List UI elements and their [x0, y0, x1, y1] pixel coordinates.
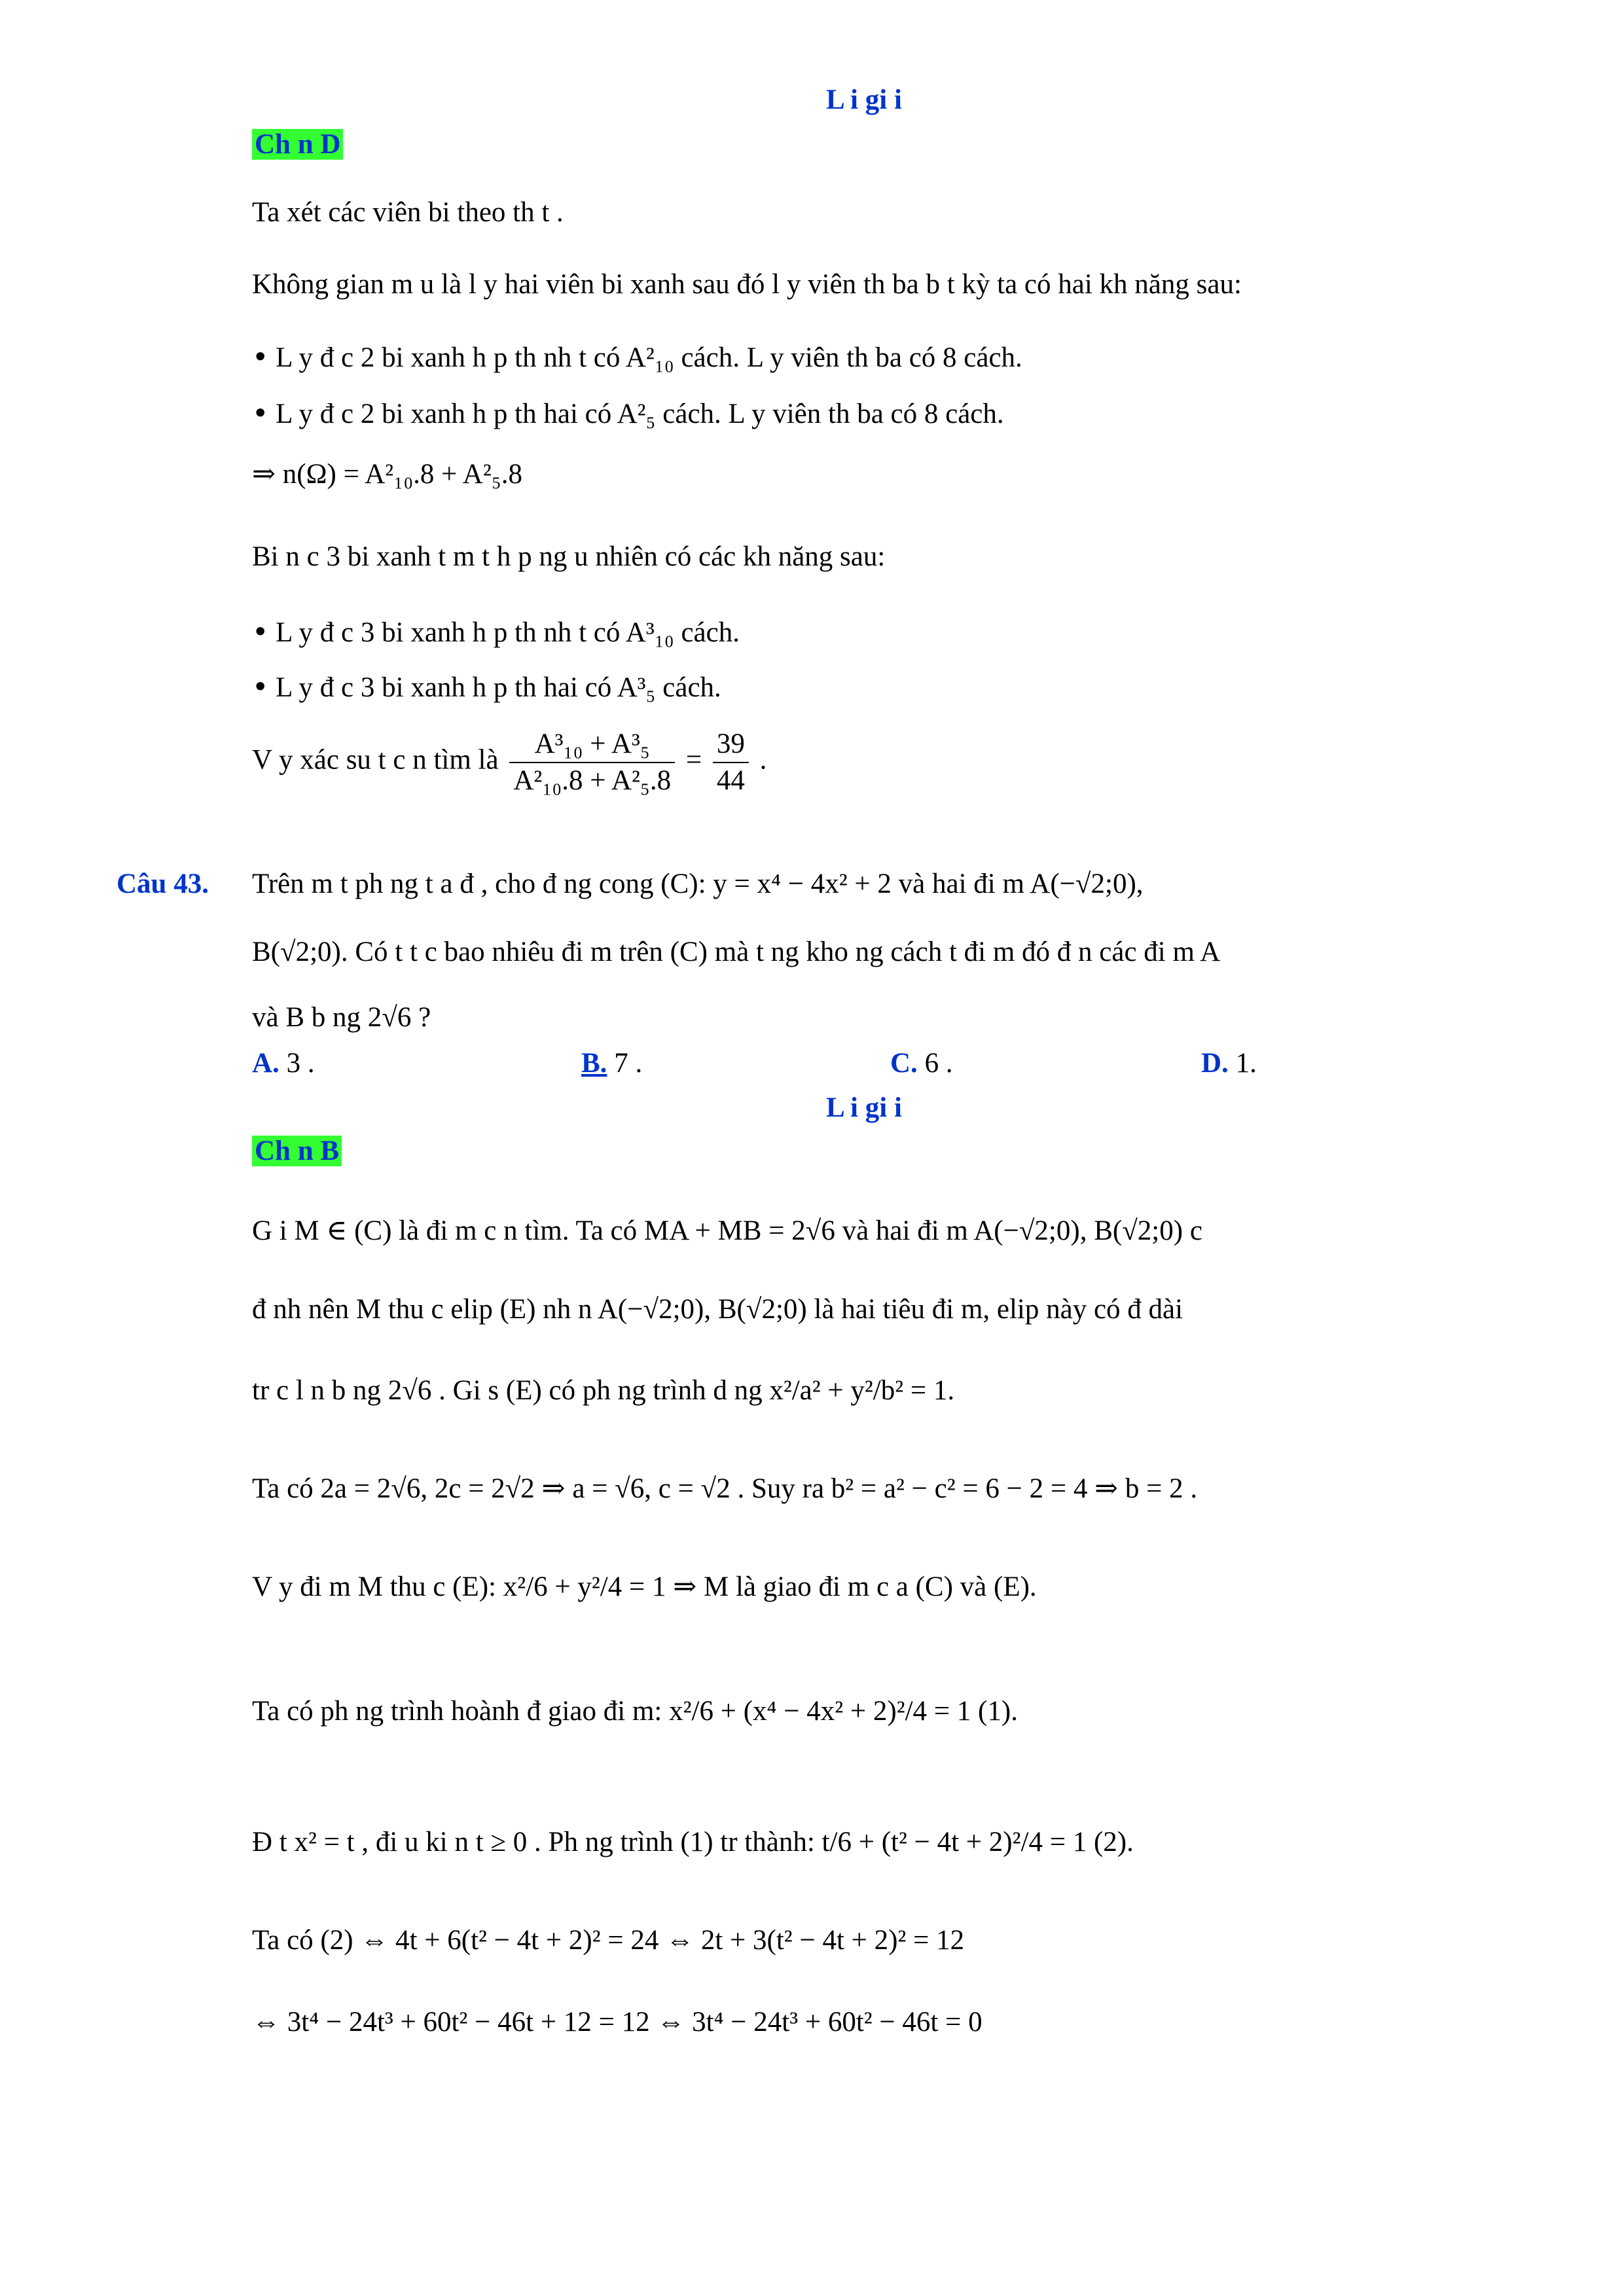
- question-text: và B b ng 2√6 ?: [252, 1002, 431, 1033]
- bullet-icon: •: [252, 397, 269, 430]
- option-d: D. 1.: [1201, 1048, 1257, 1079]
- fraction: $\frac{39}{44}$: [713, 726, 749, 798]
- option-b: B. 7 .: [581, 1048, 643, 1079]
- answer-choice-label: Ch n B: [252, 1135, 342, 1167]
- solution-heading: L i gi i: [826, 1092, 902, 1123]
- question-text: B(√2;0). Có t t c bao nhiêu đi m trên (C) mà t ng kho ng cách t đi m đó đ n các đi m A: [252, 937, 1221, 967]
- probability-result: V y xác su t c n tìm là $\frac{\text{A³₁₀ + A³₅}}{\text{A²₁₀.8 + A²₅.8}}$ = $\frac{39}{44}$ .: [252, 726, 767, 798]
- solution-text: ⇔ 3t⁴ − 24t³ + 60t² − 46t + 12 = 12 ⇔ 3t⁴ − 24t³ + 60t² − 46t = 0: [252, 2007, 983, 2037]
- bullet-item: • L y đ c 2 bi xanh h p th hai có A²₅ cách. L y viên th ba có 8 cách.: [252, 397, 1004, 430]
- paragraph: Không gian m u là l y hai viên bi xanh sau đó l y viên th ba b t kỳ ta có hai kh năng sau:: [252, 269, 1242, 300]
- paragraph: Bi n c 3 bi xanh t m t h p ng u nhiên có các kh năng sau:: [252, 541, 886, 572]
- option-a: A. 3 .: [252, 1048, 315, 1079]
- solution-text: G i M ∈ (C) là đi m c n tìm. Ta có MA + MB = 2√6 và hai đi m A(−√2;0), B(√2;0) c: [252, 1215, 1202, 1246]
- bullet-item: • L y đ c 3 bi xanh h p th hai có A³₅ cách.: [252, 671, 721, 704]
- bullet-icon: •: [252, 671, 269, 704]
- equation: x²/6 + y²/4 = 1 ⇒ M là giao đi m c a (C) và (E).: [503, 1571, 1037, 1602]
- solution-text: Ta có 2a = 2√6, 2c = 2√2 ⇒ a = √6, c = √2 . Suy ra b² = a² − c² = 6 − 2 = 4 ⇒ b = 2 .: [252, 1473, 1198, 1504]
- bullet-icon: •: [252, 341, 269, 374]
- solution-text: Ta có (2) ⇔ 4t + 6(t² − 4t + 2)² = 24 ⇔ 2t + 3(t² − 4t + 2)² = 12: [252, 1925, 965, 1956]
- solution-heading: L i gi i: [826, 84, 902, 115]
- solution-text: V y đi m M thu c (E): x²/6 + y²/4 = 1 ⇒ M là giao đi m c a (C) và (E).: [252, 1571, 1037, 1602]
- bullet-icon: •: [252, 616, 269, 649]
- formula: ⇒ n(Ω) = A²₁₀.8 + A²₅.8: [252, 459, 522, 490]
- answer-choice-label: Ch n D: [252, 128, 343, 160]
- question-number: Câu 43.: [117, 869, 209, 899]
- solution-text: Đ t x² = t , đi u ki n t ≥ 0 . Ph ng trình (1) tr thành: t/6 + (t² − 4t + 2)²/4 = 1 (2).: [252, 1827, 1134, 1857]
- paragraph: Ta xét các viên bi theo th t .: [252, 197, 564, 228]
- bullet-item: • L y đ c 2 bi xanh h p th nh t có A²₁₀ cách. L y viên th ba có 8 cách.: [252, 341, 1022, 374]
- equation: x²/a² + y²/b² = 1.: [769, 1375, 955, 1406]
- option-c: C. 6 .: [890, 1048, 953, 1079]
- solution-text: đ nh nên M thu c elip (E) nh n A(−√2;0), B(√2;0) là hai tiêu đi m, elip này có đ dài: [252, 1294, 1183, 1325]
- fraction: $\frac{\text{A³₁₀ + A³₅}}{\text{A²₁₀.8 + A²₅.8}}$: [509, 726, 675, 798]
- solution-text: tr c l n b ng 2√6 . Gi s (E) có ph ng trình d ng x²/a² + y²/b² = 1.: [252, 1375, 955, 1406]
- equation: x²/6 + (x⁴ − 4x² + 2)²/4 = 1 (1).: [669, 1696, 1018, 1727]
- bullet-item: • L y đ c 3 bi xanh h p th nh t có A³₁₀ cách.: [252, 616, 740, 649]
- solution-text: Ta có ph ng trình hoành đ giao đi m: x²/6 + (x⁴ − 4x² + 2)²/4 = 1 (1).: [252, 1696, 1018, 1727]
- equation: t/6 + (t² − 4t + 2)²/4 = 1 (2).: [821, 1827, 1134, 1857]
- question-text: Trên m t ph ng t a đ , cho đ ng cong (C): y = x⁴ − 4x² + 2 và hai đi m A(−√2;0),: [252, 869, 1144, 899]
